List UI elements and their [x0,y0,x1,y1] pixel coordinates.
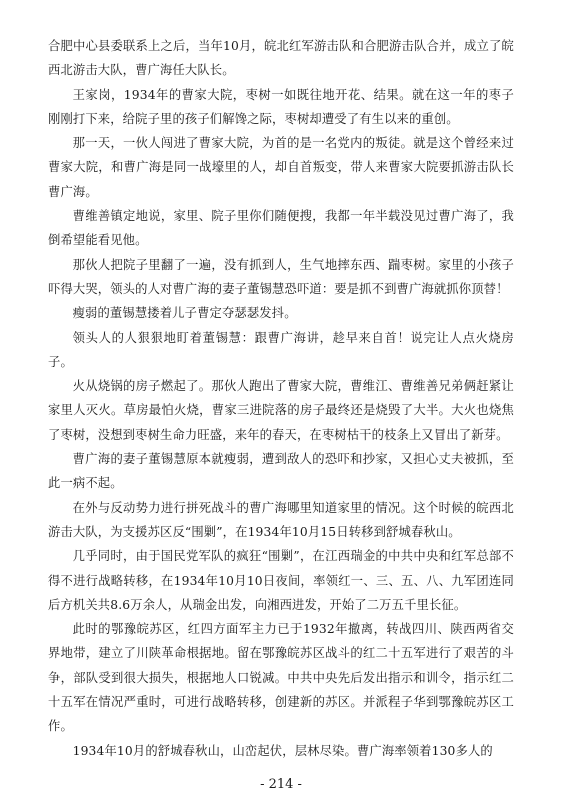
paragraph-5: 那伙人把院子里翻了一遍，没有抓到人，生气地摔东西、踹枣树。家里的小孩子吓得大哭，领头的人对曹广海的妻子董锡慧恐吓道：要是抓不到曹广海就抓你顶替！ [48,257,514,296]
paragraph-12: 此时的鄂豫皖苏区，红四方面军主力已于1932年撤离，转战四川、陕西两省交界地带，建立了川陕革命根据地。留在鄂豫皖苏区战斗的红二十五军进行了艰苦的斗争，部队受到很大损失，根据地人口锐减。中共中央先后发出指示和训令，指示红二十五军在情况严重时，可进行战略转移，创建新的苏区。并派程子华到鄂豫皖苏区工作。 [48,622,514,734]
paragraph-13: 1934年10月的舒城春秋山，山峦起伏，层林尽染。曹广海率领着130多人的 [72,743,493,758]
paragraph-4: 曹维善镇定地说，家里、院子里你们随便搜，我都一年半载没见过曹广海了，我倒希望能看见他。 [48,209,514,248]
paragraph-10: 在外与反动势力进行拼死战斗的曹广海哪里知道家里的情况。这个时候的皖西北游击大队，为支援苏区反“围剿”，在1934年10月15日转移到舒城春秋山。 [48,500,514,539]
page-number: - 214 - [260,777,302,792]
paragraph-2: 王家岗，1934年的曹家大院，枣树一如既往地开花、结果。就在这一年的枣子刚刚打下来，给院子里的孩子们解馋之际，枣树却遭受了有生以来的重创。 [48,87,514,126]
paragraph-3: 那一天，一伙人闯进了曹家大院，为首的是一名党内的叛徒。就是这个曾经来过曹家大院，和曹广海是同一战壕里的人，却自首叛变，带人来曹家大院要抓游击队长曹广海。 [48,136,514,199]
paragraph-6: 瘦弱的董锡慧搂着儿子曹定夺瑟瑟发抖。 [72,306,297,321]
paragraph-9: 曹广海的妻子董锡慧原本就瘦弱，遭到敌人的恐吓和抄家，又担心丈夫被抓，至此一病不起。 [48,452,514,491]
body-text [48,34,514,763]
paragraph-7: 领头人的人狠狠地盯着董锡慧：跟曹广海讲，趁早来自首！说完让人点火烧房子。 [48,330,514,369]
paragraph-11: 几乎同时，由于国民党军队的疯狂“围剿”，在江西瑞金的中共中央和红军总部不得不进行战略转移，在1934年10月10日夜间，率领红一、三、五、八、九军团连同后方机关共8.6万余人，从瑞金出发，向湘西进发，开始了二万五千里长征。 [48,549,514,612]
paragraph-8: 火从烧锅的房子燃起了。那伙人跑出了曹家大院，曹维江、曹维善兄弟俩赶紧让家里人灭火。草房最怕火烧，曹家三进院落的房子最终还是烧毁了大半。大火也烧焦了枣树，没想到枣树生命力旺盛，来年的春天，在枣树枯干的枝条上又冒出了新芽。 [48,379,514,442]
paragraph-1: 合肥中心县委联系上之后，当年10月，皖北红军游击队和合肥游击队合并，成立了皖西北游击大队，曹广海任大队长。 [48,39,514,78]
